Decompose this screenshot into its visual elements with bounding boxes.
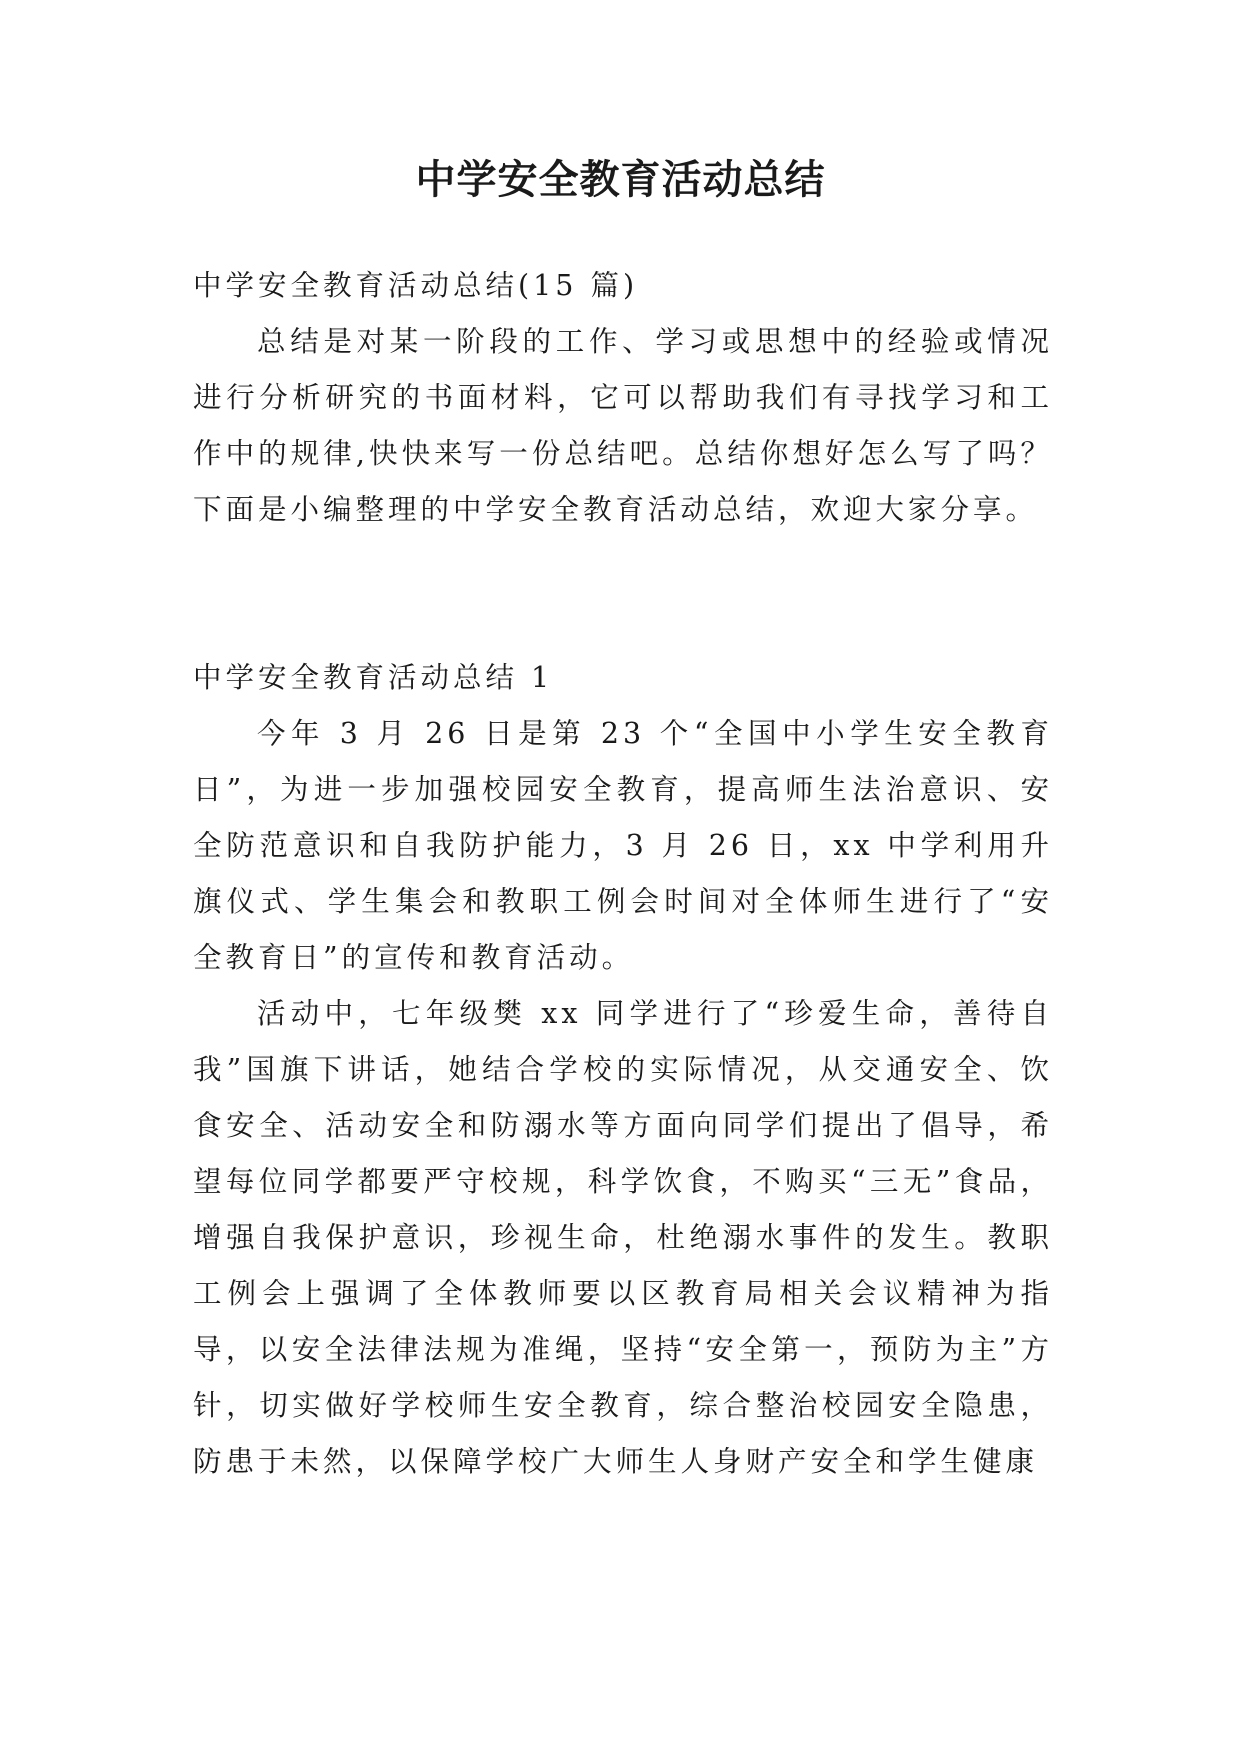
intro-paragraph: 总结是对某一阶段的工作、学习或思想中的经验或情况进行分析研究的书面材料，它可以帮助我们有寻找学习和工作中的规律,快快来写一份总结吧。总结你想好怎么写了吗？下面是小编整理的中学安全教育活动总结，欢迎大家分享。 bbox=[193, 325, 1053, 526]
document-body bbox=[193, 258, 1053, 1490]
body-paragraph-2: 活动中，七年级樊 xx 同学进行了“珍爱生命，善待自我”国旗下讲话，她结合学校的实际情况，从交通安全、饮食安全、活动安全和防溺水等方面向同学们提出了倡导，希望每位同学都要严守校规，科学饮食，不购买“三无”食品，增强自我保护意识，珍视生命，杜绝溺水事件的发生。教职工例会上强调了全体教师要以区教育局相关会议精神为指导，以安全法律法规为准绳，坚持“安全第一，预防为主”方针，切实做好学校师生安全教育，综合整治校园安全隐患，防患于未然，以保障学校广大师生人身财产安全和学生健康 bbox=[193, 997, 1053, 1478]
document-title: 中学安全教育活动总结 bbox=[415, 157, 826, 203]
section-spacer bbox=[193, 538, 1053, 650]
document-subtitle: 中学安全教育活动总结(15 篇) bbox=[193, 269, 639, 302]
section-heading: 中学安全教育活动总结 1 bbox=[193, 661, 554, 694]
body-paragraph-1: 今年 3 月 26 日是第 23 个“全国中小学生安全教育日”，为进一步加强校园安全教育，提高师生法治意识、安全防范意识和自我防护能力，3 月 26 日，xx 中学利用升旗仪式、学生集会和教职工例会时间对全体师生进行了“安全教育日”的宣传和教育活动。 bbox=[193, 717, 1053, 974]
